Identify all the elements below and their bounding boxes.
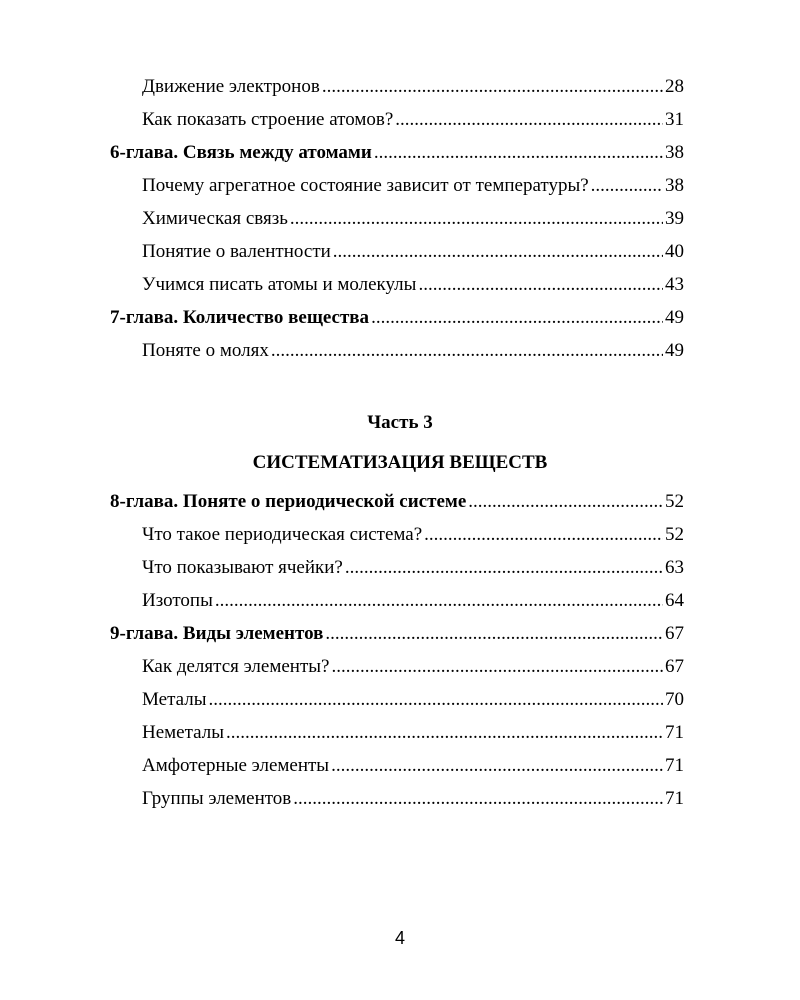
toc-entry-title: Движение электронов [142,76,320,97]
toc-entry-page-number: 71 [665,722,684,743]
toc-leader-dots [591,169,663,202]
toc-entry-page-number: 70 [665,689,684,710]
toc-section-entry [110,683,684,716]
toc-leader-dots [333,235,663,268]
toc-entry-title: Как делятся элементы? [142,656,330,677]
toc-section-entry [110,584,684,617]
toc-entry-title: Почему агрегатное состояние зависит от температуры? [142,175,589,196]
toc-section-entry [110,551,684,584]
table-of-contents-bottom [110,485,684,815]
toc-entry-page-number: 52 [665,491,684,512]
toc-chapter-entry [110,485,684,518]
toc-leader-dots [322,70,663,103]
toc-leader-dots [331,749,663,782]
toc-entry-title: 7-глава. Количество вещества [110,307,370,328]
toc-entry-title: Группы элементов [142,788,292,809]
toc-entry-page-number: 28 [665,76,684,97]
toc-leader-dots [293,782,663,815]
part-title: СИСТЕМАТИЗАЦИЯ ВЕЩЕСТВ [252,452,548,473]
toc-section-entry [110,235,684,268]
toc-leader-dots [290,202,663,235]
toc-leader-dots [271,334,663,367]
toc-entry-page-number: 49 [665,307,684,328]
toc-entry-title: 6-глава. Связь между атомами [110,142,372,163]
toc-entry-page-number: 64 [665,590,684,611]
toc-entry-page-number: 67 [665,656,684,677]
toc-entry-title: Амфотерные элементы [142,755,330,776]
toc-leader-dots [345,551,663,584]
toc-section-entry [110,334,684,367]
toc-leader-dots [374,136,663,169]
toc-entry-page-number: 38 [665,142,684,163]
toc-section-entry [110,70,684,103]
toc-section-entry [110,103,684,136]
toc-entry-title: Изотопы [142,590,213,611]
toc-entry-title: Поняте о молях [142,340,269,361]
toc-chapter-entry [110,136,684,169]
toc-section-entry [110,518,684,551]
table-of-contents-top [110,70,684,367]
toc-chapter-entry [110,301,684,334]
toc-leader-dots [468,485,663,518]
toc-section-entry [110,782,684,815]
toc-entry-title: 8-глава. Поняте о периодической системе [110,491,467,512]
toc-entry-page-number: 39 [665,208,684,229]
toc-entry-page-number: 40 [665,241,684,262]
toc-entry-page-number: 43 [665,274,684,295]
toc-entry-title: Учимся писать атомы и молекулы [142,274,417,295]
toc-entry-title: Что показывают ячейки? [142,557,343,578]
toc-section-entry [110,650,684,683]
toc-entry-title: Что такое периодическая система? [142,524,423,545]
toc-entry-page-number: 31 [665,109,684,130]
toc-section-entry [110,749,684,782]
toc-leader-dots [331,650,663,683]
toc-leader-dots [418,268,663,301]
toc-chapter-entry [110,617,684,650]
toc-section-entry [110,202,684,235]
toc-entry-page-number: 52 [665,524,684,545]
page-number: 4 [394,928,405,948]
toc-leader-dots [215,584,663,617]
toc-entry-page-number: 67 [665,623,684,644]
toc-leader-dots [208,683,663,716]
toc-entry-title: Металы [142,689,207,710]
part-label: Часть 3 [367,412,433,433]
toc-entry-page-number: 71 [665,788,684,809]
toc-entry-title: 9-глава. Виды элементов [110,623,324,644]
toc-leader-dots [226,716,663,749]
toc-section-entry [110,169,684,202]
toc-entry-title: Химическая связь [142,208,288,229]
toc-entry-title: Неметалы [142,722,224,743]
toc-leader-dots [395,103,663,136]
toc-entry-page-number: 63 [665,557,684,578]
toc-entry-page-number: 71 [665,755,684,776]
toc-leader-dots [325,617,663,650]
toc-entry-title: Понятие о валентности [142,241,331,262]
toc-entry-page-number: 49 [665,340,684,361]
toc-entry-title: Как показать строение атомов? [142,109,394,130]
toc-entry-page-number: 38 [665,175,684,196]
toc-leader-dots [371,301,663,334]
toc-section-entry [110,268,684,301]
toc-section-entry [110,716,684,749]
toc-leader-dots [424,518,663,551]
